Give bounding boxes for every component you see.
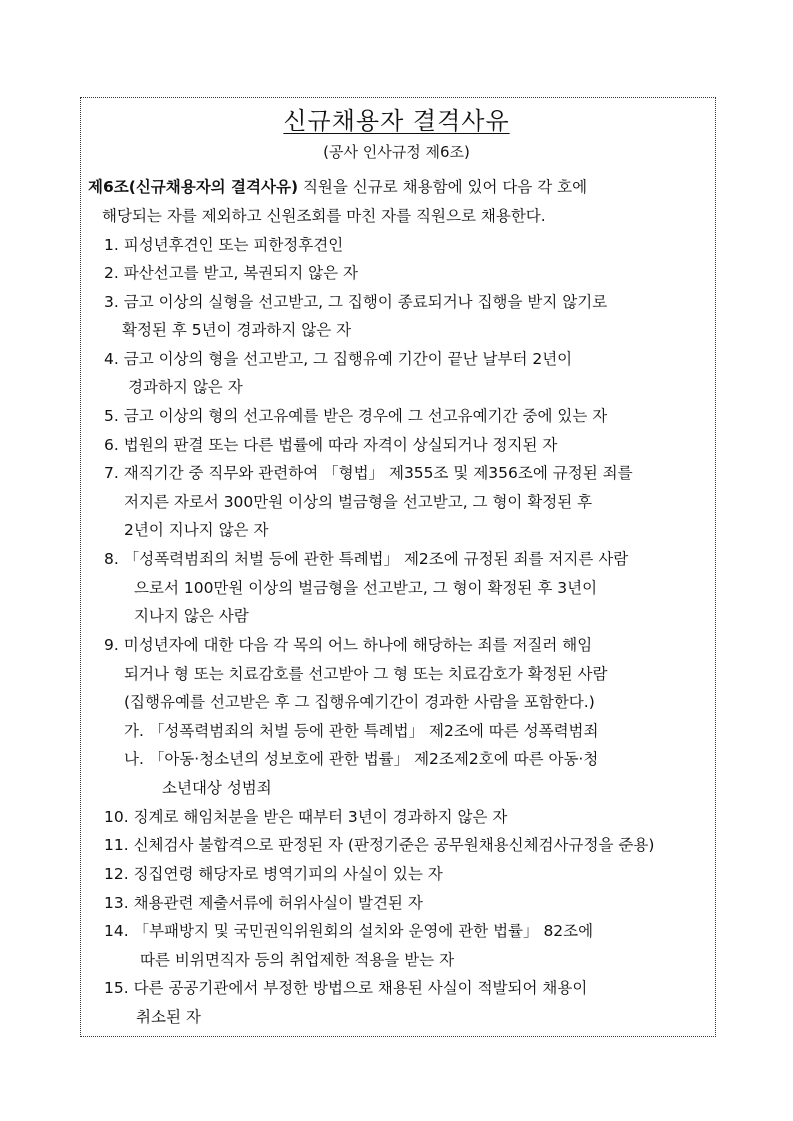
item-2: 2. 파산선고를 받고, 복권되지 않은 자 — [104, 264, 358, 282]
item-9-continued-1: 되거나 형 또는 치료감호를 선고받아 그 형 또는 치료감호가 확정된 사람 — [124, 665, 608, 683]
item-9-ga: 가. 「성폭력범죄의 처벌 등에 관한 특례법」 제2조에 따른 성폭력범죄 — [124, 722, 599, 740]
item-9-na: 나. 「아동·청소년의 성보호에 관한 법률」 제2조제2호에 따른 아동·청 — [124, 750, 599, 768]
item-11: 11. 신체검사 불합격으로 판정된 자 (판정기준은 공무원채용신체검사규정을 준용) — [104, 836, 655, 854]
item-3: 3. 금고 이상의 실형을 선고받고, 그 집행이 종료되거나 집행을 받지 않기로 — [104, 293, 608, 311]
item-8-continued-2: 지나지 않은 사람 — [134, 607, 249, 625]
article-heading: 제6조(신규채용자의 결격사유) — [88, 178, 299, 196]
item-7: 7. 재직기간 중 직무와 관련하여 「형법」 제355조 및 제356조에 규정된 죄를 — [104, 464, 633, 482]
item-15-continued: 취소된 자 — [136, 1008, 201, 1026]
item-14: 14. 「부패방지 및 국민권익위원회의 설치와 운영에 관한 법률」 82조에 — [104, 922, 594, 940]
document-title: 신규채용자 결격사유 — [283, 107, 510, 135]
item-8: 8. 「성폭력범죄의 처벌 등에 관한 특례법」 제2조에 규정된 죄를 저지른 사람 — [104, 550, 629, 568]
item-4: 4. 금고 이상의 형을 선고받고, 그 집행유예 기간이 끝난 날부터 2년이 — [104, 350, 573, 368]
item-4-continued: 경과하지 않은 자 — [128, 378, 243, 396]
item-5: 5. 금고 이상의 형의 선고유예를 받은 경우에 그 선고유예기간 중에 있는 자 — [104, 407, 608, 425]
item-9-na-continued: 소년대상 성범죄 — [162, 779, 272, 797]
item-1: 1. 피성년후견인 또는 피한정후견인 — [104, 236, 344, 254]
article-line-2: 해당되는 자를 제외하고 신원조회를 마친 자를 직원으로 채용한다. — [102, 207, 546, 225]
item-10: 10. 징계로 해임처분을 받은 때부터 3년이 경과하지 않은 자 — [104, 808, 508, 826]
item-12: 12. 징집연령 해당자로 병역기피의 사실이 있는 자 — [104, 865, 443, 883]
item-14-continued: 따른 비위면직자 등의 취업제한 적용을 받는 자 — [140, 951, 455, 969]
item-9: 9. 미성년자에 대한 다음 각 목의 어느 하나에 해당하는 죄를 저질러 해임 — [104, 636, 593, 654]
item-15: 15. 다른 공공기관에서 부정한 방법으로 채용된 사실이 적발되어 채용이 — [104, 979, 588, 997]
item-7-continued-1: 저지른 자로서 300만원 이상의 벌금형을 선고받고, 그 형이 확정된 후 — [124, 493, 593, 511]
document-subtitle: (공사 인사규정 제6조) — [323, 143, 470, 161]
item-13: 13. 채용관련 제출서류에 허위사실이 발견된 자 — [104, 894, 423, 912]
item-6: 6. 법원의 판결 또는 다른 법률에 따라 자격이 상실되거나 정지된 자 — [104, 436, 558, 454]
item-9-continued-2: (집행유예를 선고받은 후 그 집행유예기간이 경과한 사람을 포함한다.) — [124, 693, 595, 711]
item-7-continued-2: 2년이 지나지 않은 자 — [124, 521, 269, 539]
item-3-continued: 확정된 후 5년이 경과하지 않은 자 — [122, 321, 352, 339]
item-8-continued-1: 으로서 100만원 이상의 벌금형을 선고받고, 그 형이 확정된 후 3년이 — [134, 579, 598, 597]
article-line-1: 제6조(신규채용자의 결격사유) 직원을 신규로 채용함에 있어 다음 각 호에 — [88, 178, 588, 196]
